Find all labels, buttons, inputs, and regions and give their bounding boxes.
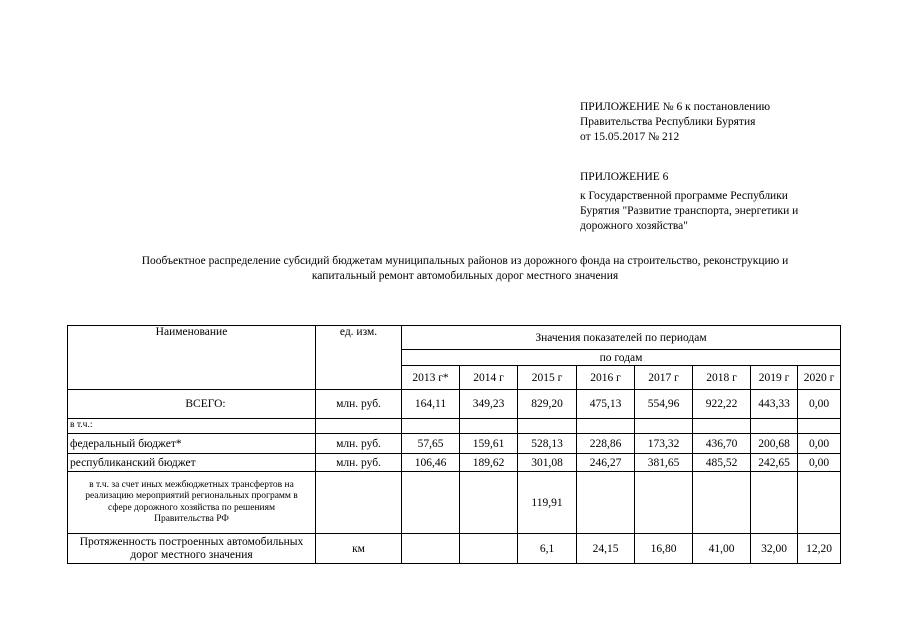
- value-cell: [460, 472, 518, 534]
- value-cell: [402, 419, 460, 434]
- table-row: [68, 419, 841, 434]
- year-2020: 2020 г: [798, 366, 841, 390]
- row-name: республиканский бюджет: [68, 454, 316, 472]
- row-name: в т.ч.:: [68, 419, 316, 434]
- value-cell: [635, 472, 693, 534]
- document-title: [100, 254, 830, 284]
- value-cell: 32,00: [751, 534, 798, 564]
- row-name-line: дорог местного значения: [130, 548, 253, 561]
- header-by-years: по годам: [402, 350, 841, 366]
- year-2015: 2015 г: [518, 366, 577, 390]
- value-cell: 57,65: [402, 434, 460, 454]
- row-unit: [316, 419, 402, 434]
- value-cell: 0,00: [798, 454, 841, 472]
- subsidy-table: [67, 325, 841, 564]
- value-cell: [577, 472, 635, 534]
- value-cell: 443,33: [751, 390, 798, 419]
- value-cell: 228,86: [577, 434, 635, 454]
- value-cell: [402, 472, 460, 534]
- header-line: дорожного хозяйства": [580, 220, 688, 232]
- value-cell: 242,65: [751, 454, 798, 472]
- row-unit: [316, 472, 402, 534]
- header-line: Бурятия "Развитие транспорта, энергетики и: [580, 205, 799, 217]
- appendix-header-resolution: [580, 100, 770, 145]
- row-name: ВСЕГО:: [68, 390, 316, 419]
- value-cell: 12,20: [798, 534, 841, 564]
- table-row: [68, 454, 841, 472]
- value-cell: 436,70: [693, 434, 751, 454]
- value-cell: [577, 419, 635, 434]
- value-cell: [798, 419, 841, 434]
- value-cell: 301,08: [518, 454, 577, 472]
- value-cell: 528,13: [518, 434, 577, 454]
- value-cell: 189,62: [460, 454, 518, 472]
- value-cell: [693, 472, 751, 534]
- header-name: Наименование: [68, 326, 316, 390]
- value-cell: 485,52: [693, 454, 751, 472]
- header-line: ПРИЛОЖЕНИЕ 6: [580, 171, 669, 183]
- appendix-header-program: [580, 170, 798, 234]
- value-cell: 16,80: [635, 534, 693, 564]
- value-cell: 24,15: [577, 534, 635, 564]
- value-cell: 200,68: [751, 434, 798, 454]
- year-2019: 2019 г: [751, 366, 798, 390]
- value-cell: [693, 419, 751, 434]
- value-cell: [460, 534, 518, 564]
- value-cell: 119,91: [518, 472, 577, 534]
- table-row: [68, 534, 841, 564]
- year-2013: 2013 г*: [402, 366, 460, 390]
- value-cell: 246,27: [577, 454, 635, 472]
- row-unit: км: [316, 534, 402, 564]
- value-cell: [460, 419, 518, 434]
- header-unit: ед. изм.: [316, 326, 402, 390]
- row-name-line: сфере дорожного хозяйства по решениям: [108, 502, 275, 513]
- row-name-line: Правительства РФ: [154, 514, 229, 524]
- value-cell: [518, 419, 577, 434]
- value-cell: 922,22: [693, 390, 751, 419]
- value-cell: [635, 419, 693, 434]
- value-cell: [402, 534, 460, 564]
- row-name-line: Протяженность построенных автомобильных: [79, 535, 304, 548]
- header-line: к Государственной программе Республики: [580, 190, 788, 202]
- table-row: [68, 472, 841, 534]
- row-name-line: реализацию мероприятий региональных программ в: [85, 491, 298, 501]
- table-row: [68, 434, 841, 454]
- value-cell: 173,32: [635, 434, 693, 454]
- title-line-2: капитальный ремонт автомобильных дорог местного значения: [311, 270, 619, 282]
- row-name: [68, 534, 316, 564]
- row-unit: млн. руб.: [316, 434, 402, 454]
- value-cell: 41,00: [693, 534, 751, 564]
- value-cell: 381,65: [635, 454, 693, 472]
- row-unit: млн. руб.: [316, 454, 402, 472]
- row-name-line: в т.ч. за счет иных межбюджетных трансфертов на: [89, 479, 294, 490]
- row-unit: млн. руб.: [316, 390, 402, 419]
- table-row: [68, 390, 841, 419]
- value-cell: 159,61: [460, 434, 518, 454]
- row-name: [68, 472, 316, 534]
- value-cell: 0,00: [798, 390, 841, 419]
- header-line: Правительства Республики Бурятия: [580, 116, 756, 128]
- row-name: федеральный бюджет*: [68, 434, 316, 454]
- title-line-1: Пообъектное распределение субсидий бюджетам муниципальных районов из дорожного фонда на строительство, реконструкцию и: [141, 255, 789, 267]
- value-cell: 475,13: [577, 390, 635, 419]
- value-cell: [798, 472, 841, 534]
- value-cell: 554,96: [635, 390, 693, 419]
- value-cell: [751, 472, 798, 534]
- year-2017: 2017 г: [635, 366, 693, 390]
- value-cell: 6,1: [518, 534, 577, 564]
- header-line: ПРИЛОЖЕНИЕ № 6 к постановлению: [580, 101, 771, 113]
- value-cell: 829,20: [518, 390, 577, 419]
- header-line: от 15.05.2017 № 212: [580, 131, 680, 143]
- year-2014: 2014 г: [460, 366, 518, 390]
- value-cell: 0,00: [798, 434, 841, 454]
- year-2016: 2016 г: [577, 366, 635, 390]
- header-values: Значения показателей по периодам: [402, 326, 841, 350]
- value-cell: [751, 419, 798, 434]
- value-cell: 164,11: [402, 390, 460, 419]
- value-cell: 106,46: [402, 454, 460, 472]
- year-2018: 2018 г: [693, 366, 751, 390]
- value-cell: 349,23: [460, 390, 518, 419]
